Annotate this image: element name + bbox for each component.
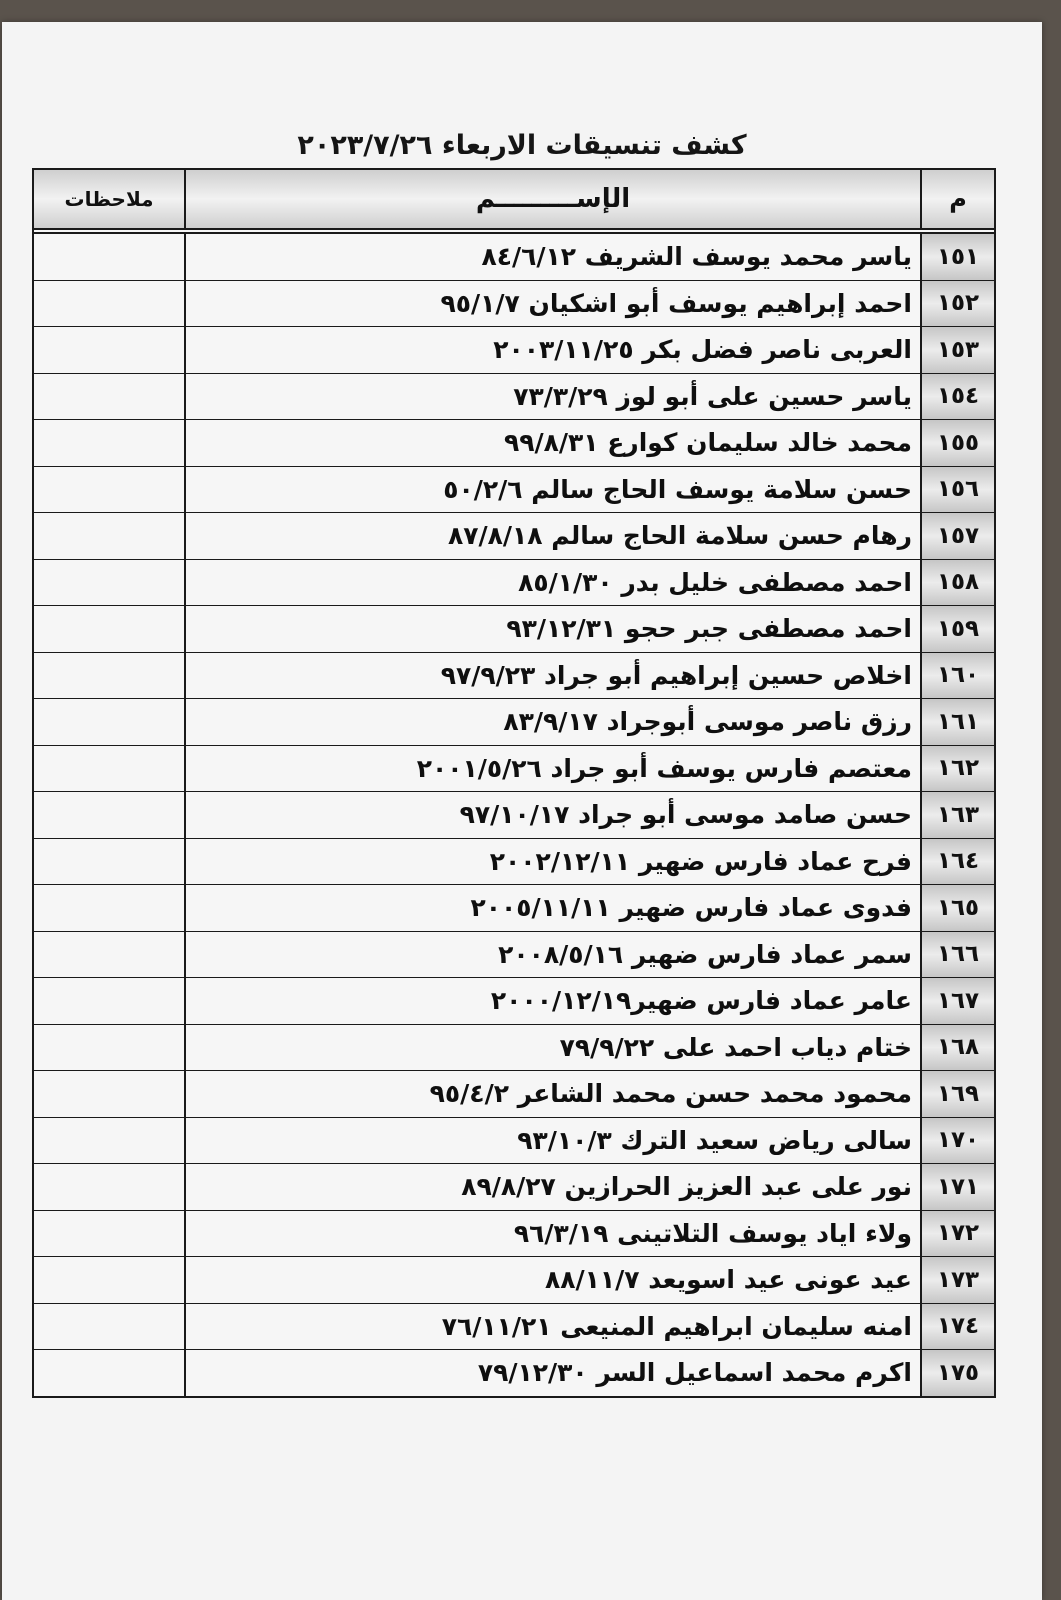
table-row bbox=[34, 746, 994, 793]
row-notes bbox=[34, 1164, 184, 1210]
row-number: ١٧١ bbox=[920, 1164, 994, 1210]
row-notes bbox=[34, 420, 184, 466]
row-number: ١٥٤ bbox=[920, 374, 994, 420]
row-number: ١٧٣ bbox=[920, 1257, 994, 1303]
table-row bbox=[34, 1071, 994, 1118]
page-title: كشف تنسيقات الاربعاء ٢٠٢٣/٧/٢٦ bbox=[297, 130, 747, 161]
row-notes bbox=[34, 932, 184, 978]
table-row bbox=[34, 234, 994, 281]
row-number: ١٥٢ bbox=[920, 281, 994, 327]
row-number: ١٧٢ bbox=[920, 1211, 994, 1257]
row-number: ١٥٨ bbox=[920, 560, 994, 606]
row-number: ١٦٣ bbox=[920, 792, 994, 838]
table-row bbox=[34, 513, 994, 560]
row-name: فدوى عماد فارس ضهير ٢٠٠٥/١١/١١ bbox=[184, 885, 920, 931]
row-notes bbox=[34, 513, 184, 559]
table-row bbox=[34, 327, 994, 374]
row-number: ١٦٦ bbox=[920, 932, 994, 978]
row-notes bbox=[34, 606, 184, 652]
row-name: سالى رياض سعيد الترك ٩٣/١٠/٣ bbox=[184, 1118, 920, 1164]
row-number: ١٥٥ bbox=[920, 420, 994, 466]
row-name: ياسر حسين على أبو لوز ٧٣/٣/٢٩ bbox=[184, 374, 920, 420]
row-number: ١٦٩ bbox=[920, 1071, 994, 1117]
row-notes bbox=[34, 1118, 184, 1164]
row-notes bbox=[34, 792, 184, 838]
table-row bbox=[34, 560, 994, 607]
row-notes bbox=[34, 1071, 184, 1117]
row-name: رهام حسن سلامة الحاج سالم ٨٧/٨/١٨ bbox=[184, 513, 920, 559]
table-row bbox=[34, 885, 994, 932]
row-number: ١٥٩ bbox=[920, 606, 994, 652]
table-row bbox=[34, 606, 994, 653]
table-row bbox=[34, 699, 994, 746]
row-notes bbox=[34, 978, 184, 1024]
row-name: محمد خالد سليمان كوارع ٩٩/٨/٣١ bbox=[184, 420, 920, 466]
row-number: ١٥٦ bbox=[920, 467, 994, 513]
row-name: ياسر محمد يوسف الشريف ٨٤/٦/١٢ bbox=[184, 234, 920, 280]
row-notes bbox=[34, 699, 184, 745]
row-notes bbox=[34, 885, 184, 931]
row-name: ختام دياب احمد على ٧٩/٩/٢٢ bbox=[184, 1025, 920, 1071]
row-number: ١٦٤ bbox=[920, 839, 994, 885]
row-notes bbox=[34, 653, 184, 699]
row-number: ١٦٢ bbox=[920, 746, 994, 792]
row-notes bbox=[34, 1025, 184, 1071]
document-page bbox=[2, 22, 1042, 1600]
row-name: احمد إبراهيم يوسف أبو اشكيان ٩٥/١/٧ bbox=[184, 281, 920, 327]
table-row bbox=[34, 1211, 994, 1258]
row-notes bbox=[34, 560, 184, 606]
table-header bbox=[34, 170, 994, 234]
row-notes bbox=[34, 839, 184, 885]
table-row bbox=[34, 653, 994, 700]
row-number: ١٧٠ bbox=[920, 1118, 994, 1164]
row-name: عيد عونى عيد اسويعد ٨٨/١١/٧ bbox=[184, 1257, 920, 1303]
row-name: معتصم فارس يوسف أبو جراد ٢٠٠١/٥/٢٦ bbox=[184, 746, 920, 792]
table-row bbox=[34, 467, 994, 514]
row-name: عامر عماد فارس ضهير٢٠٠٠/١٢/١٩ bbox=[184, 978, 920, 1024]
table-row bbox=[34, 932, 994, 979]
row-name: احمد مصطفى خليل بدر ٨٥/١/٣٠ bbox=[184, 560, 920, 606]
row-number: ١٦١ bbox=[920, 699, 994, 745]
row-name: محمود محمد حسن محمد الشاعر ٩٥/٤/٢ bbox=[184, 1071, 920, 1117]
table-row bbox=[34, 1350, 994, 1396]
row-name: ولاء اياد يوسف التلاتينى ٩٦/٣/١٩ bbox=[184, 1211, 920, 1257]
row-name: حسن سلامة يوسف الحاج سالم ٥٠/٢/٦ bbox=[184, 467, 920, 513]
row-number: ١٦٥ bbox=[920, 885, 994, 931]
table-row bbox=[34, 281, 994, 328]
row-number: ١٥٣ bbox=[920, 327, 994, 373]
row-name: فرح عماد فارس ضهير ٢٠٠٢/١٢/١١ bbox=[184, 839, 920, 885]
row-name: العربى ناصر فضل بكر ٢٠٠٣/١١/٢٥ bbox=[184, 327, 920, 373]
row-notes bbox=[34, 234, 184, 280]
header-number: م bbox=[920, 170, 994, 228]
row-number: ١٥٧ bbox=[920, 513, 994, 559]
row-name: نور على عبد العزيز الحرازين ٨٩/٨/٢٧ bbox=[184, 1164, 920, 1210]
table-row bbox=[34, 1118, 994, 1165]
header-name: الإســـــــــم bbox=[184, 170, 920, 228]
row-notes bbox=[34, 746, 184, 792]
row-notes bbox=[34, 1257, 184, 1303]
row-name: احمد مصطفى جبر حجو ٩٣/١٢/٣١ bbox=[184, 606, 920, 652]
row-notes bbox=[34, 467, 184, 513]
table-row bbox=[34, 1025, 994, 1072]
row-name: رزق ناصر موسى أبوجراد ٨٣/٩/١٧ bbox=[184, 699, 920, 745]
header-notes: ملاحظات bbox=[34, 170, 184, 228]
row-number: ١٦٠ bbox=[920, 653, 994, 699]
row-notes bbox=[34, 374, 184, 420]
row-notes bbox=[34, 1304, 184, 1350]
row-name: حسن صامد موسى أبو جراد ٩٧/١٠/١٧ bbox=[184, 792, 920, 838]
table-row bbox=[34, 374, 994, 421]
row-number: ١٧٤ bbox=[920, 1304, 994, 1350]
row-name: اخلاص حسين إبراهيم أبو جراد ٩٧/٩/٢٣ bbox=[184, 653, 920, 699]
table-row bbox=[34, 1304, 994, 1351]
table-row bbox=[34, 420, 994, 467]
row-name: اكرم محمد اسماعيل السر ٧٩/١٢/٣٠ bbox=[184, 1350, 920, 1396]
table-body bbox=[34, 234, 994, 1396]
row-number: ١٦٧ bbox=[920, 978, 994, 1024]
names-table bbox=[32, 168, 996, 1398]
table-row bbox=[34, 839, 994, 886]
row-number: ١٦٨ bbox=[920, 1025, 994, 1071]
row-number: ١٧٥ bbox=[920, 1350, 994, 1396]
row-name: سمر عماد فارس ضهير ٢٠٠٨/٥/١٦ bbox=[184, 932, 920, 978]
table-row bbox=[34, 1164, 994, 1211]
row-name: امنه سليمان ابراهيم المنيعى ٧٦/١١/٢١ bbox=[184, 1304, 920, 1350]
row-notes bbox=[34, 327, 184, 373]
row-notes bbox=[34, 1211, 184, 1257]
table-row bbox=[34, 1257, 994, 1304]
table-row bbox=[34, 978, 994, 1025]
row-notes bbox=[34, 1350, 184, 1396]
table-row bbox=[34, 792, 994, 839]
row-notes bbox=[34, 281, 184, 327]
row-number: ١٥١ bbox=[920, 234, 994, 280]
